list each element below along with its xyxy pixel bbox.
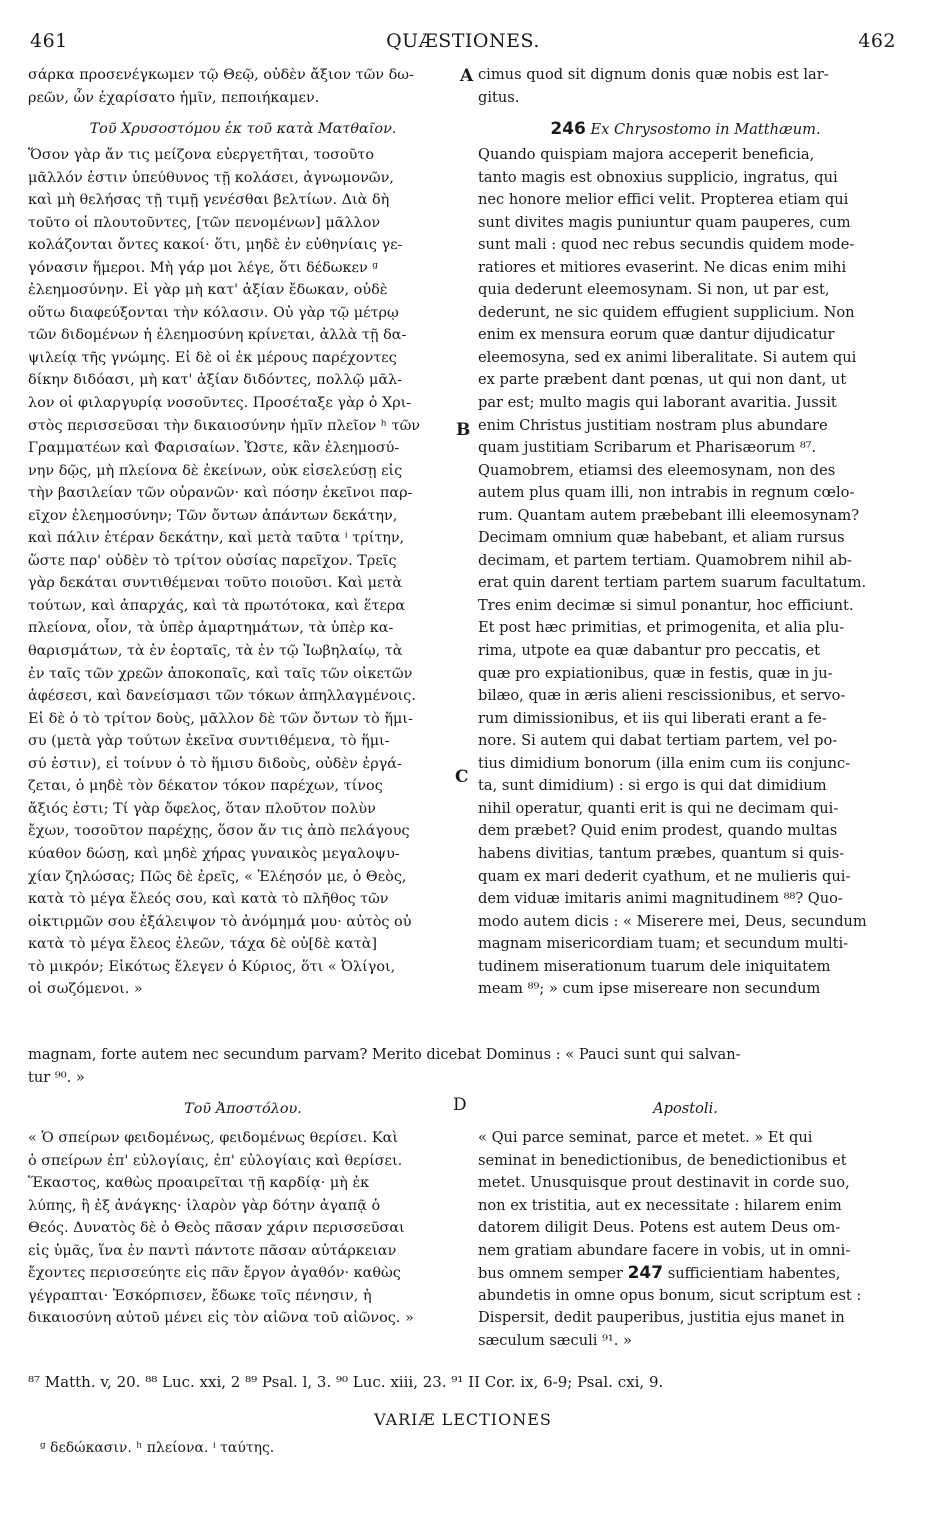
latin-line: tanto magis est obnoxius supplicio, ingratus, qui (478, 168, 838, 186)
greek-line: ὥστε παρ' οὐδὲν τὸ τρίτον οὐσίας παρεῖχον. Τρεῖς (28, 552, 397, 569)
latin-line: par est; multo magis qui laborant avaritia. Jussit (478, 394, 837, 412)
greek-heading-apostle: Τοῦ Ἀποστόλου. (184, 1101, 302, 1117)
running-title: QUÆSTIONES. (386, 30, 540, 52)
latin-line: rum dimissionibus, et iis qui liberati erant a fe- (478, 709, 827, 727)
greek-line: Εἰ δὲ ὁ τὸ τρίτον δοὺς, μᾶλλον δὲ τῶν ὄντων τὸ ἥμι- (28, 710, 413, 727)
margin-mark-c: C (455, 767, 469, 787)
latin-bottom-block (478, 1127, 893, 1352)
column-number: 246 (550, 119, 586, 139)
latin-line: abundetis in omne opus bonum, sicut scriptum est : (478, 1286, 862, 1304)
greek-line: ζεται, ὁ μηδὲ τὸν δέκατον τόκον παρέχων, τίνος (28, 778, 383, 795)
greek-line: στὸς περισσεῦσαι τὴν δικαιοσύνην ἡμῖν πλεῖον ʰ τῶν (28, 417, 421, 434)
greek-line: οἰκτιρμῶν σου ἐξάλειψον τὸ ἀνόμημά μου· αὐτὸς οὐ (28, 913, 412, 930)
latin-line: tudinem miserationum tuarum dele iniquitatem (478, 957, 831, 975)
latin-line: cimus quod sit dignum donis quæ nobis est lar- (478, 66, 829, 83)
latin-line: gitus. (478, 88, 520, 106)
latin-top-block (478, 64, 893, 109)
greek-line: λον οἱ φιλαργυρίᾳ νοσοῦντες. Προσέταξε γὰρ ὁ Χρι- (28, 395, 412, 412)
greek-line: τούτων, καὶ ἀπαρχάς, καὶ τὰ πρωτότοκα, καὶ ἕτερα (28, 597, 406, 614)
latin-line: sæculum sæculi ⁹¹. » (478, 1331, 632, 1349)
latin-line: quia dederunt eleemosynam. Si non, ut par est, (478, 281, 830, 299)
greek-line: συ (μετὰ γὰρ τούτων ἐκεῖνα συντιθέμενα, τὸ ἥμι- (28, 733, 390, 750)
latin-line: enim ex mensura eorum quæ dantur dijudicatur (478, 326, 835, 344)
footnotes: ⁸⁷ Matth. v, 20. ⁸⁸ Luc. xxi, 2 ⁸⁹ Psal. l, 3. ⁹⁰ Luc. xiii, 23. ⁹¹ II Cor. ix, 6-9; Psal. cxi, 9. (28, 1373, 664, 1391)
latin-line: metet. Unusquisque prout destinavit in corde suo, (478, 1174, 850, 1192)
greek-line: γὰρ δεκάται συντιθέμεναι τοῦτο ποιοῦσι. Καὶ μετὰ (28, 575, 403, 592)
page-header (30, 30, 896, 56)
latin-line: nec honore melior effici velit. Propterea etiam qui (478, 191, 849, 209)
greek-heading-chrysostom: Τοῦ Χρυσοστόμου ἐκ τοῦ κατὰ Ματθαῖον. (89, 121, 397, 137)
greek-line: μᾶλλόν ἐστιν ὑπεύθυνος τῇ κολάσει, ἀγνωμονῶν, (28, 169, 394, 186)
latin-line: nihil operatur, quanti erit is qui ne decimam qui- (478, 799, 839, 817)
latin-fragment: sufficientiam habentes, (667, 1265, 841, 1283)
greek-line: γέγραπται· Ἐσκόρπισεν, ἔδωκε τοῖς πένησιν, ἡ (28, 1287, 372, 1304)
greek-line: Γραμματέων καὶ Φαρισαίων. Ὥστε, κἂν ἐλεημοσύ- (28, 440, 400, 457)
greek-bottom-block (28, 1127, 458, 1330)
latin-line: Quando quispiam majora acceperit beneficia, (478, 146, 815, 163)
greek-line: ἔχοντες περισσεύητε εἰς πᾶν ἔργον ἀγαθόν· καθὼς (28, 1265, 401, 1282)
latin-line: erat quin darent tertiam partem suarum facultatum. (478, 574, 867, 592)
greek-line: κατὰ τὸ μέγα ἔλεος ἐλεῶν, τάχα δὲ οὐ[δὲ κατὰ] (28, 936, 378, 953)
greek-line: ἀφέσεσι, καὶ δανείσμασι τῶν τόκων ἀπηλλαγμένοις. (28, 688, 416, 705)
latin-line: nem gratiam abundare facere in vobis, ut in omni- (478, 1241, 851, 1259)
latin-line: Quamobrem, etiamsi des eleemosynam, non des (478, 461, 836, 479)
latin-line: seminat in benedictionibus, de benedictionibus et (478, 1151, 847, 1169)
latin-line: tius dimidium bonorum (illa enim cum iis conjunc- (478, 754, 851, 772)
greek-line: κολάζονται ὄντες κακοί· ὅτι, μηδὲ ἐν εὐθηνίαις γε- (28, 237, 403, 254)
greek-line: κατὰ τὸ μέγα ἔλεός σου, καὶ κατὰ τὸ πλῆθος τῶν (28, 891, 389, 908)
latin-line: magnam misericordiam tuam; et secundum multi- (478, 935, 849, 953)
latin-line: dem viduæ imitaris animi magnitudinem ⁸⁸? Quo- (478, 890, 843, 908)
greek-line: νην δῷς, μὴ πλείονα δὲ ἐκείνων, οὐκ εἰσελεύσῃ εἰς (28, 462, 403, 479)
latin-line: bilæo, quæ in æris alieni rescissionibus, et servo- (478, 687, 846, 705)
variae-lectiones: ᵍ δεδώκασιν. ʰ πλείονα. ⁱ ταύτης. (40, 1440, 275, 1456)
latin-line: quam ex mari dederit cyathum, et ne mulieris qui- (478, 867, 851, 885)
page-number-left: 461 (30, 30, 68, 52)
latin-line: meam ⁸⁹; » cum ipse misereare non secundum (478, 980, 821, 998)
full-width-block (28, 1044, 894, 1089)
latin-line-with-number (478, 1262, 893, 1285)
greek-line: σύ ἐστιν), εἰ τοίνυν ὁ τὸ ἥμισυ διδοὺς, οὐδὲν ἐργά- (28, 755, 402, 772)
greek-line: ψιλείᾳ τῆς γνώμης. Εἰ δὲ οἱ ἐκ μέρους παρέχοντες (28, 349, 397, 366)
greek-line: σάρκα προσενέγκωμεν τῷ Θεῷ, οὐδὲν ἄξιον τῶν δω- (28, 67, 414, 83)
greek-line: Ὅσον γὰρ ἄν τις μείζονα εὐεργετῆται, τοσοῦτο (28, 147, 374, 163)
greek-line: καὶ μὴ θελήσας τῇ τιμῇ γενέσθαι βελτίων. Διὰ δὴ (28, 192, 390, 209)
greek-line: θαρισμάτων, τὰ ἐν ἑορταῖς, τὰ ἐν τῷ Ἰωβηλαίῳ, τὰ (28, 643, 403, 660)
column-number: 247 (627, 1263, 664, 1284)
greek-line: ἐν ταῖς τῶν χρεῶν ἀποκοπαῖς, καὶ ταῖς τῶν οἰκετῶν (28, 665, 413, 682)
latin-line: Dispersit, dedit pauperibus, justitia ejus manet in (478, 1309, 845, 1327)
latin-line: rima, utpote ea quæ dabantur pro peccatis, et (478, 642, 820, 660)
latin-line: quam justitiam Scribarum et Pharisæorum ⁸⁷. (478, 439, 817, 457)
latin-line: quæ pro expiationibus, quæ in festis, quæ in ju- (478, 664, 833, 682)
latin-line: datorem diligit Deus. Potens est autem Deus om- (478, 1219, 841, 1237)
greek-line: ρεῶν, ὧν ἐχαρίσατο ἡμῖν, πεποιήκαμεν. (28, 89, 320, 106)
margin-mark-a: A (460, 66, 474, 86)
greek-line: ἔχων, τοσοῦτον παρέχῃς, ὅσον ἄν τις ἀπὸ πελάγους (28, 823, 410, 840)
latin-main-block (478, 144, 893, 1001)
page-number-right: 462 (858, 30, 896, 52)
greek-line: ἄξιός ἐστι; Τί γὰρ ὄφελος, ὅταν πλοῦτον πολὺν (28, 800, 376, 817)
margin-mark-b: B (456, 420, 471, 440)
latin-line: « Qui parce seminat, parce et metet. » Et qui (478, 1129, 813, 1146)
greek-line: κύαθον δώσῃ, καὶ μηδὲ χήρας γυναικὸς μεγαλοψυ- (28, 845, 400, 862)
latin-line: Et post hæc primitias, et primogenita, et alia plu- (478, 619, 845, 637)
greek-line: « Ὁ σπείρων φειδομένως, φειδομένως θερίσει. Καὶ (28, 1130, 399, 1146)
variae-lectiones-heading: VARIÆ LECTIONES (374, 1410, 552, 1429)
greek-line: οὕτω διαφεύξονται τὴν κόλασιν. Οὐ γὰρ τῷ μέτρῳ (28, 304, 399, 321)
latin-line: sunt divites magis puniuntur quam pauperes, cum (478, 213, 851, 231)
greek-line: εἰς ὑμᾶς, ἵνα ἐν παντὶ πάντοτε πᾶσαν αὐτάρκειαν (28, 1242, 397, 1259)
greek-line: δίκην διδόασι, μὴ κατ' ἀξίαν διδόντες, πολλῷ μᾶλ- (28, 372, 403, 389)
latin-line: habens divitias, tantum præbes, quantum si quis- (478, 844, 845, 862)
latin-line: nore. Si autem qui dabat tertiam partem, vel po- (478, 732, 838, 750)
full-line: tur ⁹⁰. » (28, 1068, 85, 1086)
greek-top-block (28, 64, 458, 109)
latin-line: dederunt, ne sic quidem effugient supplicium. Non (478, 303, 855, 321)
greek-line: Ἕκαστος, καθὼς προαιρεῖται τῇ καρδίᾳ· μὴ ἐκ (28, 1175, 370, 1192)
greek-line: πλείονα, οἷον, τὰ ὑπὲρ ἁμαρτημάτων, τὰ ὑπὲρ κα- (28, 620, 394, 637)
greek-line: τὸ μικρόν; Εἰκότως ἔλεγεν ὁ Κύριος, ὅτι « Ὀλίγοι, (28, 958, 396, 975)
latin-line: non ex tristitia, aut ex necessitate : hilarem enim (478, 1196, 842, 1214)
latin-line: ratiores et mitiores evaserint. Ne dicas enim mihi (478, 258, 847, 276)
full-line: magnam, forte autem nec secundum parvam? Merito dicebat Dominus : « Pauci sunt qui salvan- (28, 1046, 741, 1063)
greek-main-block (28, 144, 458, 1001)
greek-line: οἱ σωζόμενοι. » (28, 981, 143, 998)
greek-line: τῶν διδομένων ἡ ἐλεημοσύνη κρίνεται, ἀλλὰ τῇ δα- (28, 327, 407, 344)
latin-line: sunt mali : quod nec rebus secundis quidem mode- (478, 236, 855, 254)
greek-line: χίαν ζηλώσας; Πῶς δὲ ἐρεῖς, « Ἐλέησόν με, ὁ Θεὸς, (28, 868, 407, 885)
latin-line: rum. Quantam autem præbebant illi eleemosynam? (478, 506, 860, 524)
greek-line: Θεός. Δυνατὸς δὲ ὁ Θεὸς πᾶσαν χάριν περισσεῦσαι (28, 1220, 405, 1237)
greek-line: λύπης, ἢ ἐξ ἀνάγκης· ἱλαρὸν γὰρ δότην ἀγαπᾷ ὁ (28, 1197, 381, 1214)
latin-heading-apostle: Apostoli. (653, 1100, 718, 1117)
latin-heading-text: Ex Chrysostomo in Matthæum. (590, 121, 821, 138)
latin-line: Tres enim decimæ si simul ponantur, hoc efficiunt. (478, 596, 854, 614)
greek-line: τὴν βασιλείαν τῶν οὐρανῶν· καὶ πόσην ἐκεῖνοι παρ- (28, 485, 413, 502)
margin-mark-d: D (453, 1095, 467, 1115)
greek-line: ἐλεημοσύνην. Εἰ γὰρ μὴ κατ' ἀξίαν ἔδωκαν, οὐδὲ (28, 282, 388, 299)
latin-line: dem præbet? Quid enim prodest, quando multas (478, 822, 838, 840)
greek-line: ὁ σπείρων ἐπ' εὐλογίαις, ἐπ' εὐλογίαις καὶ θερίσει. (28, 1152, 403, 1169)
latin-heading-chrysostom (478, 118, 893, 142)
greek-line: καὶ πάλιν ἑτέραν δεκάτην, καὶ μετὰ ταῦτα ⁱ τρίτην, (28, 530, 405, 547)
greek-line: γόνασιν ἥμεροι. Μὴ γάρ μοι λέγε, ὅτι δέδωκεν ᵍ (28, 259, 379, 276)
latin-line: autem plus quam illi, non intrabis in regnum cœlo- (478, 484, 855, 502)
latin-fragment: bus omnem semper (478, 1265, 623, 1283)
latin-line: ta, sunt dimidium) : si ergo is qui dat dimidium (478, 777, 827, 795)
latin-line: decimam, et partem tertiam. Quamobrem nihil ab- (478, 551, 852, 569)
latin-line: enim Christus justitiam nostram plus abundare (478, 416, 828, 434)
latin-line: modo autem dicis : « Miserere mei, Deus, secundum (478, 912, 867, 930)
greek-line: δικαιοσύνη αὐτοῦ μένει εἰς τὸν αἰῶνα τοῦ αἰῶνος. » (28, 1310, 414, 1327)
greek-line: εῖχον ἐλεημοσύνην; Τῶν ὄντων ἁπάντων δεκάτην, (28, 507, 398, 524)
latin-line: eleemosyna, sed ex animi liberalitate. Si autem qui (478, 348, 857, 366)
latin-line: Decimam omnium quæ habebant, et aliam rursus (478, 529, 845, 547)
latin-line: ex parte præbent dant pœnas, ut qui non dant, ut (478, 371, 847, 389)
greek-line: τοῦτο οἱ πλουτοῦντες, [τῶν πενομένων] μᾶλλον (28, 214, 381, 231)
